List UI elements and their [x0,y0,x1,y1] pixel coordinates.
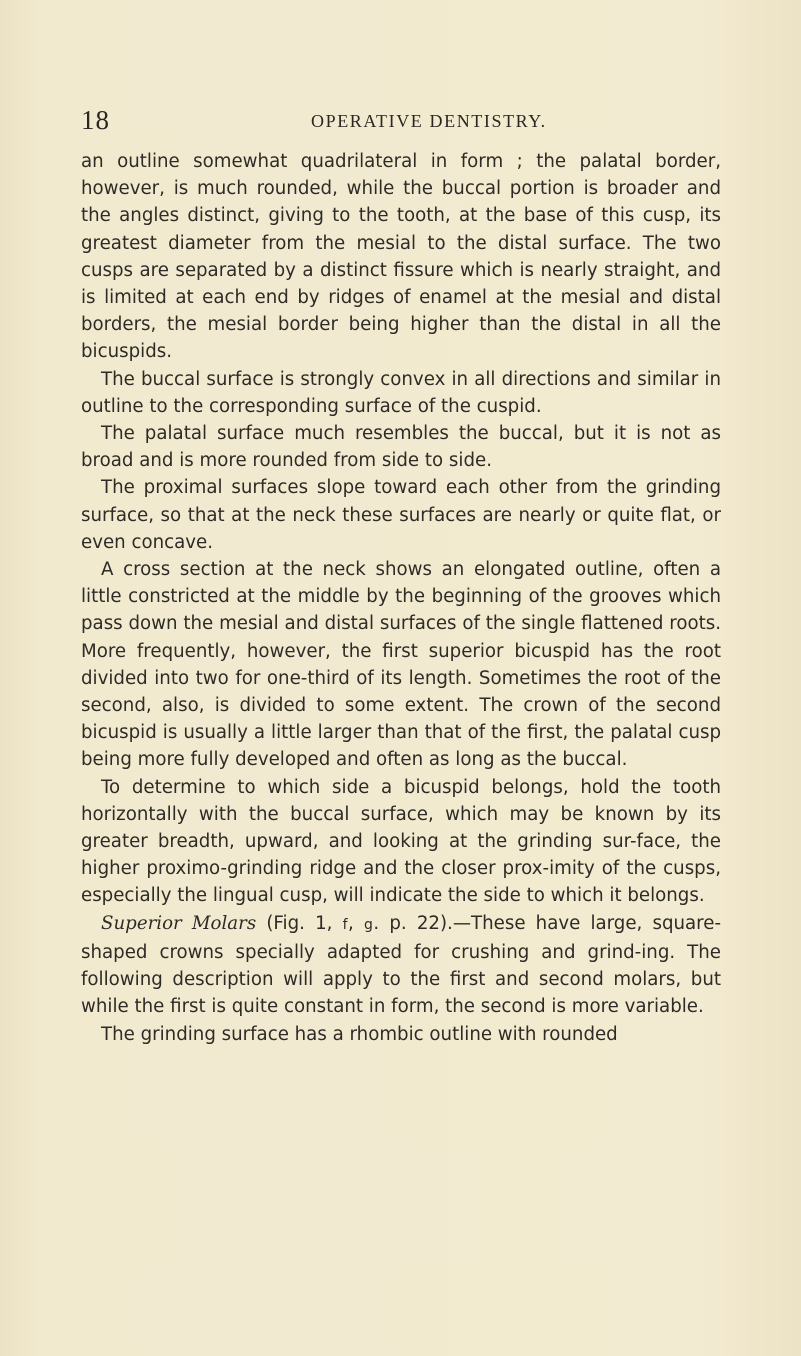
page-number: 18 [81,105,110,135]
figure-ref-g: g [364,916,374,933]
paragraph-8: The grinding surface has a rhombic outline with rounded [101,1023,618,1045]
figure-ref-mid: , [348,912,364,934]
body-text [81,148,721,1048]
paragraph-4: The proximal surfaces slope toward each other from the grinding surface, so that at the neck these surfaces are nearly or quite flat, or even concave. [81,477,721,553]
figure-ref-open: (Fig. 1, [256,912,343,934]
running-head: OPERATIVE DENTISTRY. [311,111,547,131]
paragraph-7-rest: . p. 22).—These have large, square-shaped crowns specially adapted for crushing and grind-ing. The following description will apply to the first and second molars, but while the first is quite constant in form, the second is more variable. [81,912,722,1018]
paragraph-5: A cross section at the neck shows an elongated outline, often a little constricted at the middle by the beginning of the grooves which pass down the mesial and distal surfaces of the single flattened roots. More frequently, however, the first superior bicuspid has the root divided into two for one-third of its length. Sometimes the root of the second, also, is divided to some extent. The crown of the second bicuspid is usually a little larger than that of the first, the palatal cusp being more fully developed and often as long as the buccal. [81,559,721,771]
paragraph-1: an outline somewhat quadrilateral in form ; the palatal border, however, is much rounded, while the buccal portion is broader and the angles distinct, giving to the tooth, at the base of this cusp, its greatest diameter from the mesial to the distal surface. The two cusps are separated by a distinct fissure which is nearly straight, and is limited at each end by ridges of enamel at the mesial and distal borders, the mesial border being higher than the distal in all the bicuspids. [81,151,721,363]
paragraph-3: The palatal surface much resembles the buccal, but it is not as broad and is more rounded from side to side. [81,423,721,472]
paragraph-7 [81,910,721,1021]
paragraph-6: To determine to which side a bicuspid belongs, hold the tooth horizontally with the buccal surface, which may be known by its greater breadth, upward, and looking at the grinding sur-face, the higher proximo-grinding ridge and the closer prox-imity of the cusps, especially the lingual cusp, will indicate the side to which it belongs. [81,776,721,907]
paragraph-2: The buccal surface is strongly convex in all directions and similar in outline to the corresponding surface of the cuspid. [81,368,721,417]
figure-ref-f: f [342,916,349,933]
section-heading-superior-molars: Superior Molars [101,912,257,934]
page-header [81,106,721,134]
